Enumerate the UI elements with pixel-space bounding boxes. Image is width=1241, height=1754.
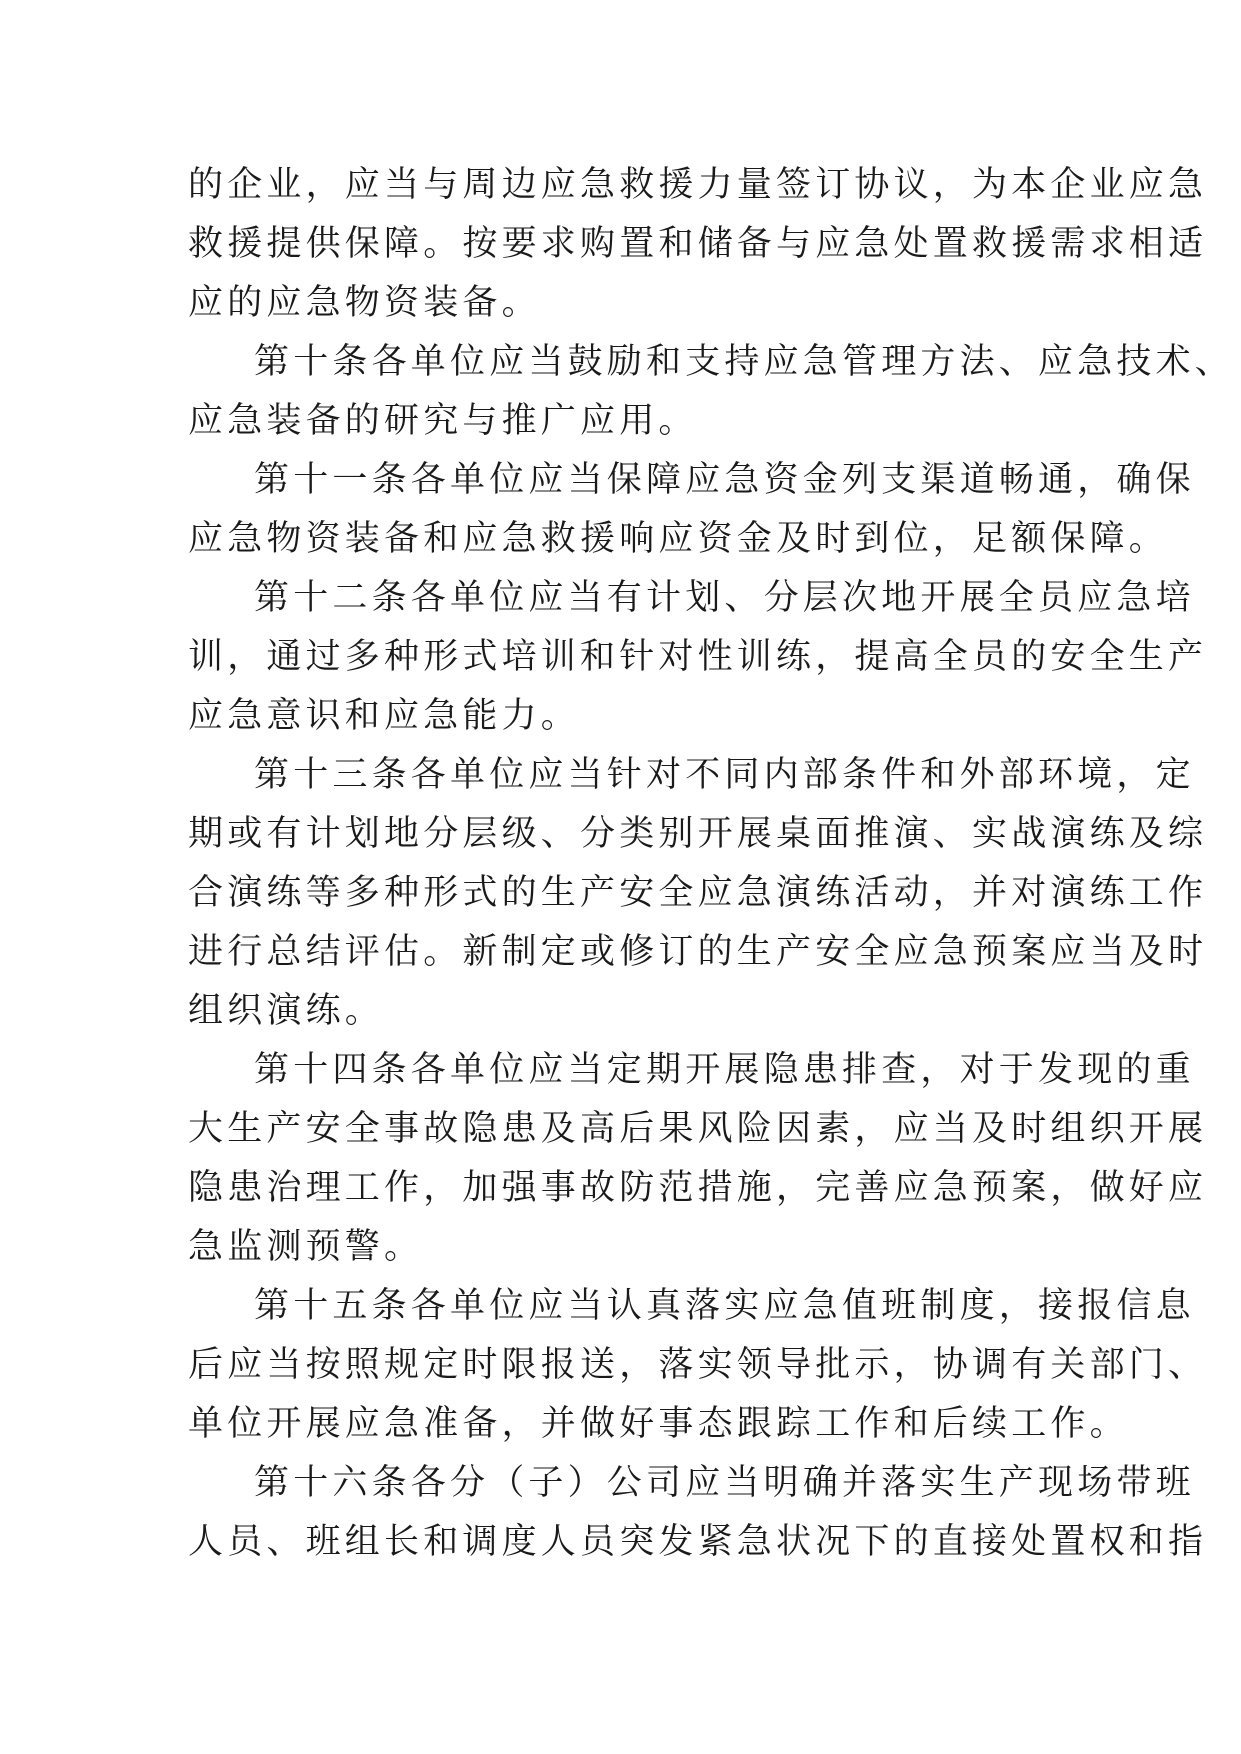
paragraph [188,1454,1208,1572]
paragraph [188,156,1208,333]
text-line: 第十六条各分（子）公司应当明确并落实生产现场带班 [254,1463,1195,1503]
paragraph [188,333,1235,451]
text-line: 人员、班组长和调度人员突发紧急状况下的直接处置权和指 [188,1522,1208,1562]
paragraph [188,1277,1208,1454]
text-line: 第十三条各单位应当针对不同内部条件和外部环境，定 [254,755,1195,795]
text-line: 第十四条各单位应当定期开展隐患排查，对于发现的重 [254,1050,1195,1090]
text-line: 训，通过多种形式培训和针对性训练，提高全员的安全生产 [188,637,1208,677]
text-line: 后应当按照规定时限报送，落实领导批示，协调有关部门、 [188,1345,1208,1385]
text-line: 应的应急物资装备。 [188,283,541,323]
text-line: 第十条各单位应当鼓励和支持应急管理方法、应急技术、 [254,342,1235,382]
text-line: 应急装备的研究与推广应用。 [188,401,698,441]
paragraph [188,451,1195,569]
paragraph [188,1041,1208,1277]
text-line: 救援提供保障。按要求购置和储备与应急处置救援需求相适 [188,224,1208,264]
text-line: 第十五条各单位应当认真落实应急值班制度，接报信息 [254,1286,1195,1326]
text-line: 进行总结评估。新制定或修订的生产安全应急预案应当及时 [188,932,1208,972]
text-line: 应急物资装备和应急救援响应资金及时到位，足额保障。 [188,519,1169,559]
paragraph [188,569,1208,746]
document-body [188,156,1235,1572]
text-line: 合演练等多种形式的生产安全应急演练活动，并对演练工作 [188,873,1208,913]
text-line: 大生产安全事故隐患及高后果风险因素，应当及时组织开展 [188,1109,1208,1149]
text-line: 应急意识和应急能力。 [188,696,581,736]
paragraph [188,746,1208,1041]
text-line: 组织演练。 [188,991,385,1031]
text-line: 期或有计划地分层级、分类别开展桌面推演、实战演练及综 [188,814,1208,854]
text-line: 第十二条各单位应当有计划、分层次地开展全员应急培 [254,578,1195,618]
text-line: 急监测预警。 [188,1227,424,1267]
text-line: 第十一条各单位应当保障应急资金列支渠道畅通，确保 [254,460,1195,500]
text-line: 单位开展应急准备，并做好事态跟踪工作和后续工作。 [188,1404,1129,1444]
text-line: 的企业，应当与周边应急救援力量签订协议，为本企业应急 [188,165,1208,205]
text-line: 隐患治理工作，加强事故防范措施，完善应急预案，做好应 [188,1168,1208,1208]
